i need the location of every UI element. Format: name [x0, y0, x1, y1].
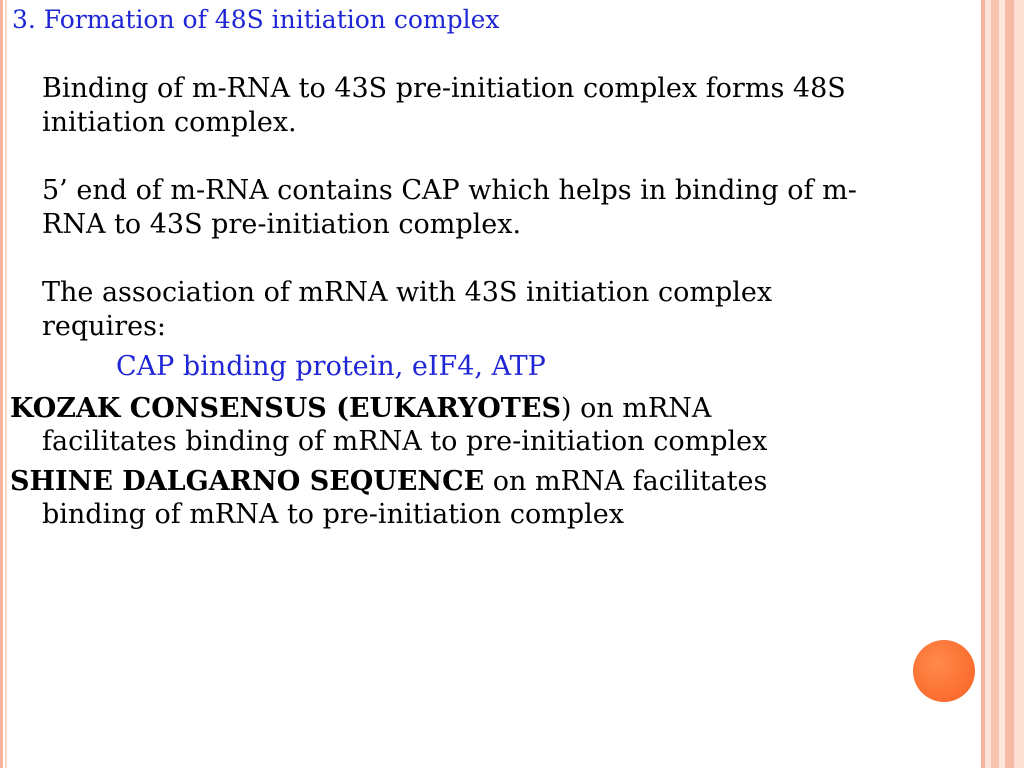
right-decor-bar — [1014, 0, 1024, 768]
shine-dalgarno-text: on mRNA facilitates — [484, 466, 768, 497]
right-decor-bar — [991, 0, 999, 768]
shine-line-1 — [10, 465, 767, 499]
paragraph-3-line-1: The association of mRNA with 43S initiation complex — [42, 277, 773, 308]
requirements-list: CAP binding protein, eIF4, ATP — [116, 351, 546, 382]
left-border-stripe-inner — [5, 0, 7, 768]
kozak-text: ) on mRNA — [560, 393, 712, 424]
orange-circle-decoration — [913, 640, 975, 702]
slide-title: 3. Formation of 48S initiation complex — [12, 5, 500, 34]
paragraph-1-line-1: Binding of m-RNA to 43S pre-initiation complex forms 48S — [42, 73, 846, 104]
shine-dalgarno-heading: SHINE DALGARNO SEQUENCE — [10, 466, 485, 497]
shine-line-2: binding of mRNA to pre-initiation complex — [42, 499, 624, 530]
kozak-heading: KOZAK CONSENSUS (EUKARYOTES — [10, 393, 561, 424]
paragraph-1-line-2: initiation complex. — [42, 107, 297, 138]
kozak-line-1 — [10, 392, 711, 426]
right-decor-bar — [1005, 0, 1014, 768]
paragraph-3-line-2: requires: — [42, 311, 167, 342]
paragraph-2-line-1: 5’ end of m-RNA contains CAP which helps in binding of m- — [42, 175, 857, 206]
paragraph-2-line-2: RNA to 43S pre-initiation complex. — [42, 209, 522, 240]
kozak-line-2: facilitates binding of mRNA to pre-initiation complex — [42, 426, 768, 457]
left-border-stripe — [0, 0, 3, 768]
